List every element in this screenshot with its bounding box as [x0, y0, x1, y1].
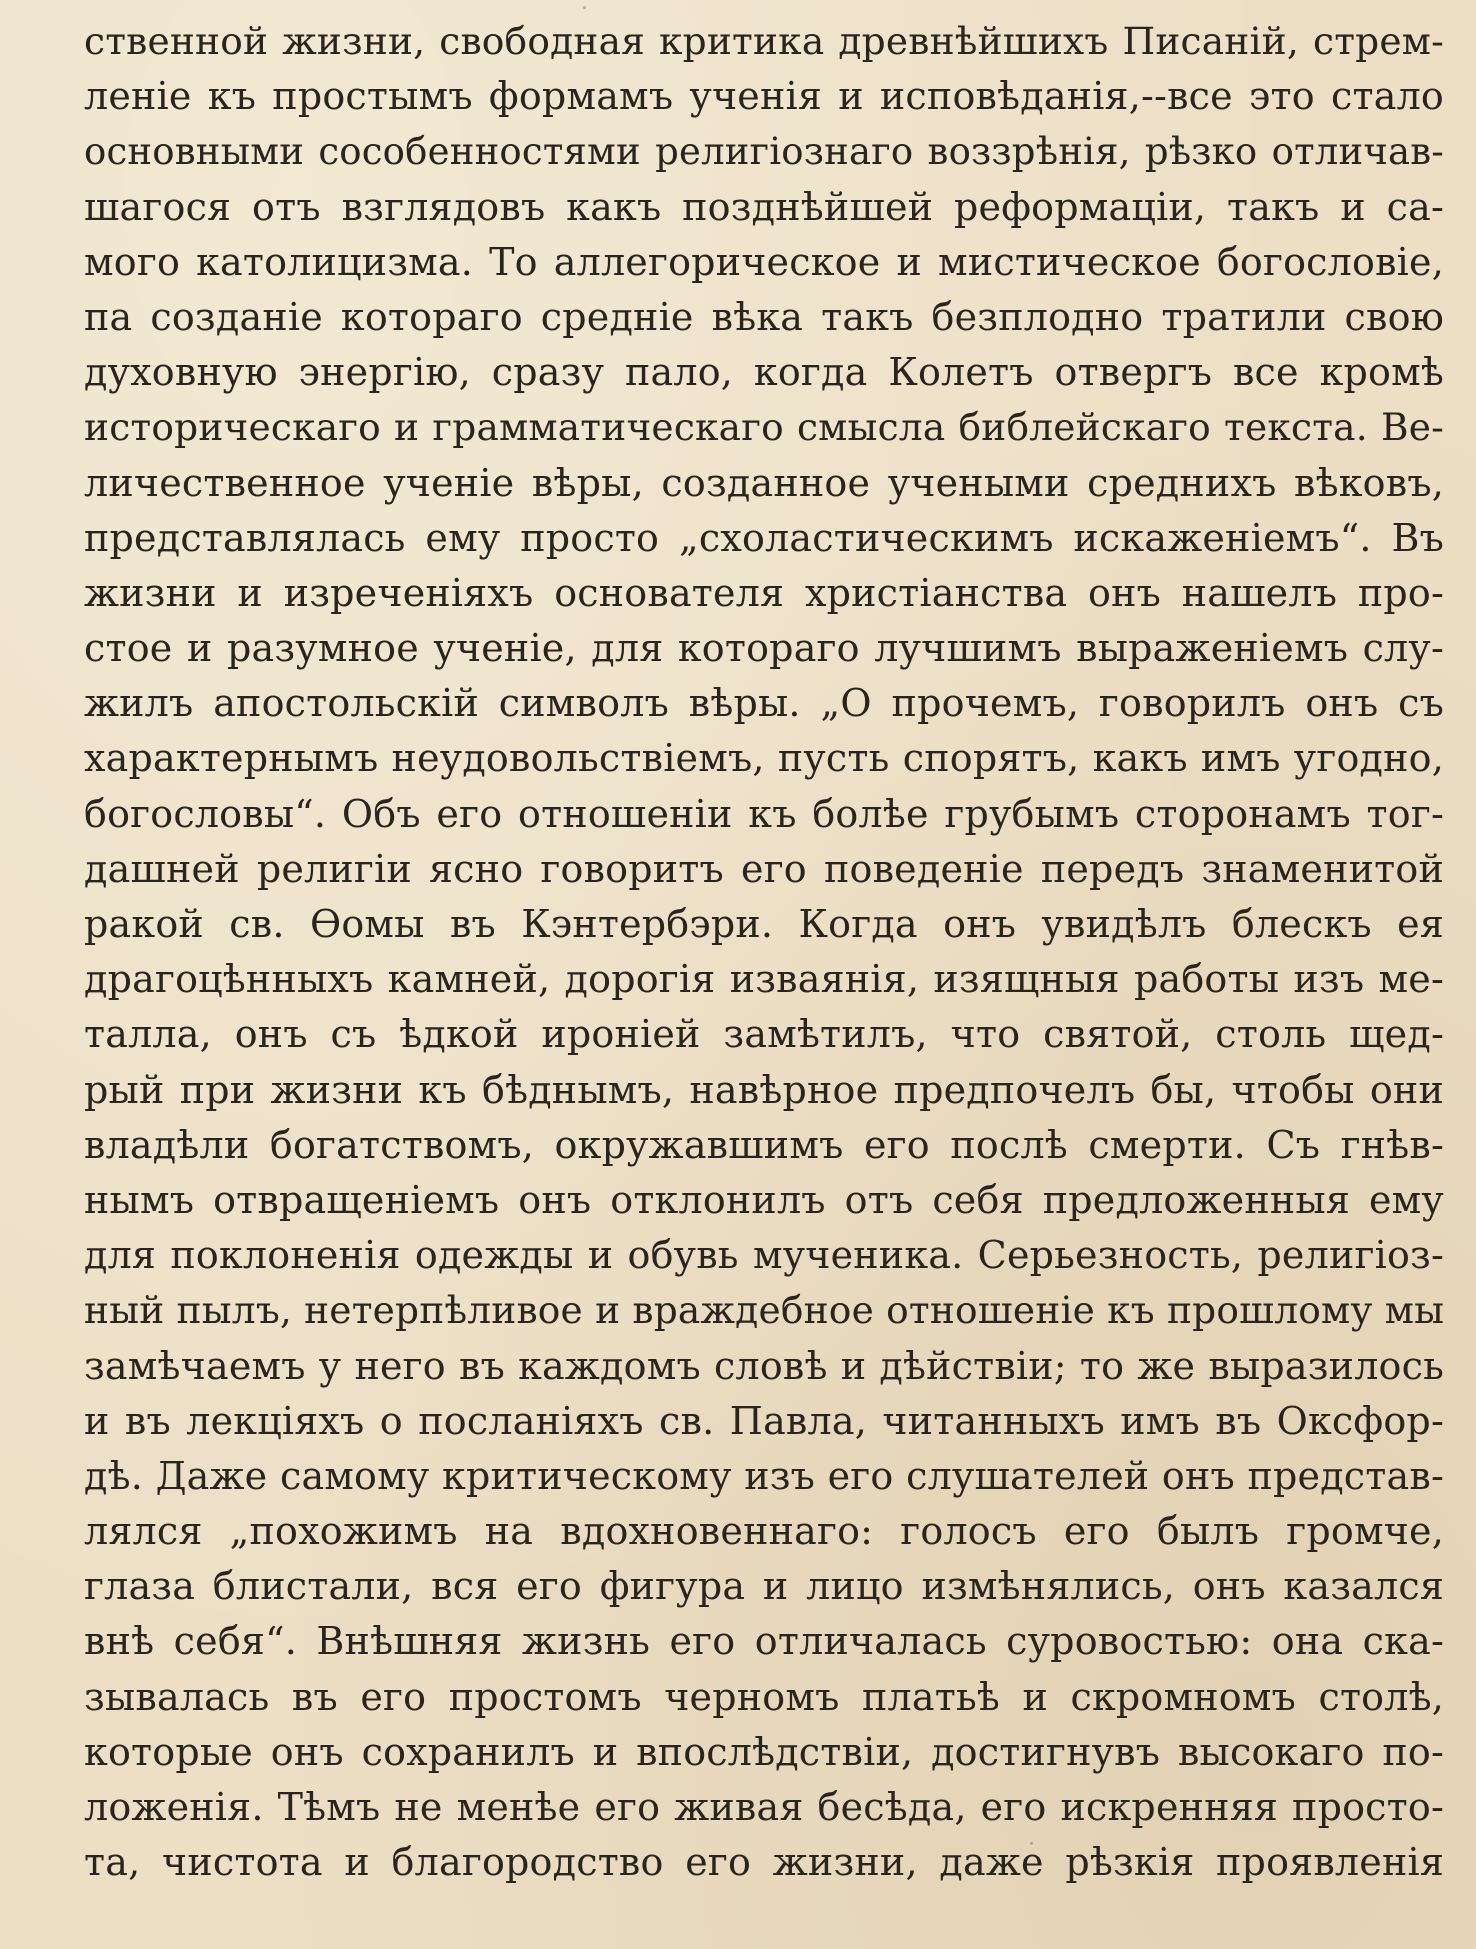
- text-line: стое и разумное ученіе, для котораго лучшимъ выраженіемъ слу-: [84, 626, 1444, 671]
- text-line: личественное ученіе вѣры, созданное учеными среднихъ вѣковъ,: [84, 460, 1444, 505]
- text-line: лялся „похожимъ на вдохновеннаго: голосъ его былъ громче,: [84, 1509, 1444, 1554]
- text-line: рый при жизни къ бѣднымъ, навѣрное предпочелъ бы, чтобы они: [84, 1067, 1444, 1112]
- text-line: та, чистота и благородство его жизни, даже рѣзкія проявленія: [84, 1840, 1444, 1885]
- text-line: и въ лекціяхъ о посланіяхъ св. Павла, читанныхъ имъ въ Оксфор-: [84, 1398, 1444, 1443]
- text-line: замѣчаемъ у него въ каждомъ словѣ и дѣйствіи; то же выразилось: [84, 1343, 1444, 1388]
- text-line: которые онъ сохранилъ и впослѣдствіи, достигнувъ высокаго по-: [84, 1729, 1444, 1774]
- text-line: шагося отъ взглядовъ какъ позднѣйшей реформаціи, такъ и са-: [84, 184, 1444, 229]
- text-line: представлялась ему просто „схоластическимъ искаженіемъ“. Въ: [84, 515, 1444, 560]
- text-line: ракой св. Ѳомы въ Кэнтербэри. Когда онъ увидѣлъ блескъ ея: [84, 902, 1444, 946]
- text-line: жизни и изреченіяхъ основателя христіанства онъ нашелъ про-: [84, 570, 1444, 615]
- text-line: ственной жизни, свободная критика древнѣйшихъ Писаній, стрем-: [84, 19, 1444, 63]
- text-line: глаза блистали, вся его фигура и лицо измѣнялись, онъ казался: [84, 1564, 1444, 1609]
- page-text: [84, 14, 1444, 1890]
- text-line: владѣли богатствомъ, окружавшимъ его послѣ смерти. Съ гнѣв-: [84, 1122, 1444, 1167]
- text-line: па созданіе котораго средніе вѣка такъ безплодно тратили свою: [84, 294, 1444, 339]
- text-line: драгоцѣнныхъ камней, дорогія изваянія, изящныя работы изъ ме-: [84, 957, 1444, 1002]
- text-line: ный пылъ, нетерпѣливое и враждебное отношеніе къ прошлому мы: [84, 1288, 1444, 1333]
- text-line: талла, онъ съ ѣдкой ироніей замѣтилъ, что святой, столь щед-: [84, 1012, 1444, 1057]
- text-line: мого католицизма. То аллегорическое и мистическое богословіе,: [84, 239, 1444, 284]
- text-line: леніе къ простымъ формамъ ученія и исповѣданія,--все это стало: [84, 74, 1444, 119]
- text-line: историческаго и грамматическаго смысла библейскаго текста. Ве-: [84, 405, 1444, 450]
- text-line: дашней религіи ясно говоритъ его поведеніе передъ знаменитой: [84, 846, 1444, 891]
- text-line: духовную энергію, сразу пало, когда Колетъ отвергъ все кромѣ: [84, 350, 1444, 395]
- text-line: внѣ себя“. Внѣшняя жизнь его отличалась суровостью: она ска-: [84, 1619, 1444, 1664]
- text-line: характернымъ неудовольствіемъ, пусть спорятъ, какъ имъ угодно,: [84, 736, 1444, 781]
- text-line: основными сособенностями религіознаго воззрѣнія, рѣзко отличав-: [84, 130, 1444, 174]
- text-line: богословы“. Объ его отношеніи къ болѣе грубымъ сторонамъ тог-: [84, 791, 1444, 836]
- text-line: жилъ апостольскій символъ вѣры. „О прочемъ, говорилъ онъ съ: [84, 681, 1444, 726]
- paper-speck: [583, 6, 586, 9]
- text-line: нымъ отвращеніемъ онъ отклонилъ отъ себя предложенныя ему: [84, 1177, 1444, 1222]
- text-line: для поклоненія одежды и обувь мученика. Серьезность, религіоз-: [84, 1233, 1444, 1278]
- text-line: зывалась въ его простомъ черномъ платьѣ и скромномъ столѣ,: [84, 1674, 1444, 1719]
- text-line: ложенія. Тѣмъ не менѣе его живая бесѣда, его искренняя просто-: [84, 1785, 1444, 1829]
- text-line: дѣ. Даже самому критическому изъ его слушателей онъ представ-: [84, 1453, 1444, 1498]
